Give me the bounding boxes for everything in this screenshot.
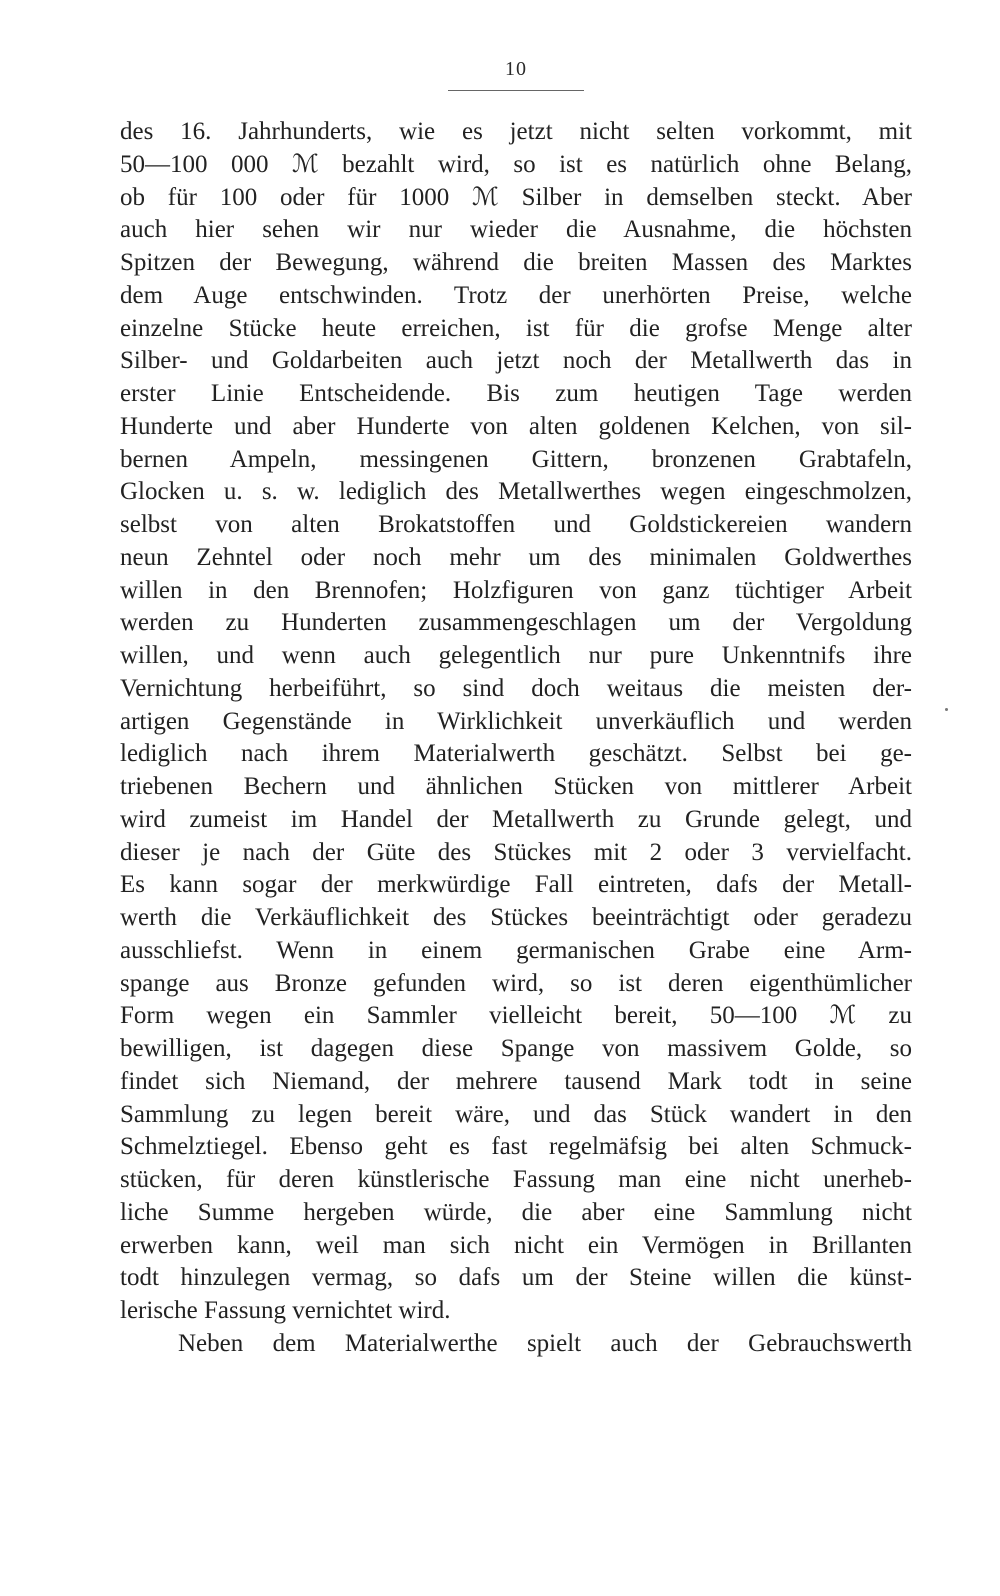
text-line: triebenen Bechern und ähnlichen Stücken von mittlerer Arbeit (120, 773, 912, 800)
text-line: selbst von alten Brokatstoffen und Goldstickereien wandern (120, 511, 912, 538)
text-line: auch hier sehen wir nur wieder die Ausnahme, die höchsten (120, 216, 912, 244)
text-line: todt hinzulegen vermag, so dafs um der Steine willen die künst- (120, 1264, 912, 1292)
text-line: Spitzen der Bewegung, während die breiten Massen des Marktes (120, 249, 912, 276)
text-line: Form wegen ein Sammler vielleicht bereit, 50—100 ℳ zu (120, 1002, 912, 1030)
text-line: Schmelztiegel. Ebenso geht es fast regelmäfsig bei alten Schmuck- (120, 1133, 912, 1161)
text-line: Sammlung zu legen bereit wäre, und das Stück wandert in den (120, 1100, 912, 1128)
text-line: werden zu Hunderten zusammengeschlagen um der Vergoldung (120, 609, 912, 637)
text-line: dieser je nach der Güte des Stückes mit 2 oder 3 vervielfacht. (120, 838, 912, 866)
text-line: Silber- und Goldarbeiten auch jetzt noch der Metallwerth das in (120, 347, 912, 375)
paragraph-start-line: Neben dem Materialwerthe spielt auch der Gebrauchswerth (178, 1329, 912, 1357)
text-line: einzelne Stücke heute erreichen, ist für die grofse Menge alter (120, 314, 912, 342)
text-line: dem Auge entschwinden. Trotz der unerhörten Preise, welche (120, 281, 912, 309)
text-line: 50—100 000 ℳ bezahlt wird, so ist es natürlich ohne Belang, (120, 150, 912, 178)
text-line: neun Zehntel oder noch mehr um des minimalen Goldwerthes (120, 543, 912, 571)
text-line: Vernichtung herbeiführt, so sind doch weitaus die meisten der- (120, 674, 912, 702)
text-line: liche Summe hergeben würde, die aber eine Sammlung nicht (120, 1198, 912, 1226)
text-line: ob für 100 oder für 1000 ℳ Silber in demselben steckt. Aber (120, 183, 912, 211)
text-line: willen, und wenn auch gelegentlich nur pure Unkenntnifs ihre (120, 642, 912, 669)
text-line: Hunderte und aber Hunderte von alten goldenen Kelchen, von sil- (120, 412, 912, 440)
text-line: ausschliefst. Wenn in einem germanischen Grabe eine Arm- (120, 936, 912, 964)
text-line: lediglich nach ihrem Materialwerth geschätzt. Selbst bei ge- (120, 740, 912, 768)
paragraph-end-line: lerische Fassung vernichtet wird. (120, 1297, 451, 1324)
text-line: wird zumeist im Handel der Metallwerth zu Grunde gelegt, und (120, 805, 912, 833)
print-speck (945, 708, 948, 711)
text-line: werth die Verkäuflichkeit des Stückes beeinträchtigt oder geradezu (120, 904, 912, 931)
text-line: artigen Gegenstände in Wirklichkeit unverkäuflich und werden (120, 707, 912, 735)
text-line: bernen Ampeln, messingenen Gittern, bronzenen Grabtafeln, (120, 445, 912, 473)
header-rule (448, 90, 584, 91)
text-line: spange aus Bronze gefunden wird, so ist deren eigenthümlicher (120, 969, 912, 997)
text-line: Glocken u. s. w. lediglich des Metallwerthes wegen eingeschmolzen, (120, 478, 912, 506)
text-line: Es kann sogar der merkwürdige Fall eintreten, dafs der Metall- (120, 871, 912, 899)
body-text (120, 116, 912, 1361)
text-line: willen in den Brennofen; Holzfiguren von ganz tüchtiger Arbeit (120, 576, 912, 604)
text-line: stücken, für deren künstlerische Fassung man eine nicht unerheb- (120, 1166, 912, 1193)
text-line: erster Linie Entscheidende. Bis zum heutigen Tage werden (120, 380, 912, 407)
text-line: des 16. Jahrhunderts, wie es jetzt nicht selten vorkommt, mit (120, 118, 912, 145)
text-line: bewilligen, ist dagegen diese Spange von massivem Golde, so (120, 1035, 912, 1062)
text-line: findet sich Niemand, der mehrere tausend Mark todt in seine (120, 1067, 912, 1095)
text-line: erwerben kann, weil man sich nicht ein Vermögen in Brillanten (120, 1231, 912, 1259)
page-number: 10 (505, 58, 527, 80)
